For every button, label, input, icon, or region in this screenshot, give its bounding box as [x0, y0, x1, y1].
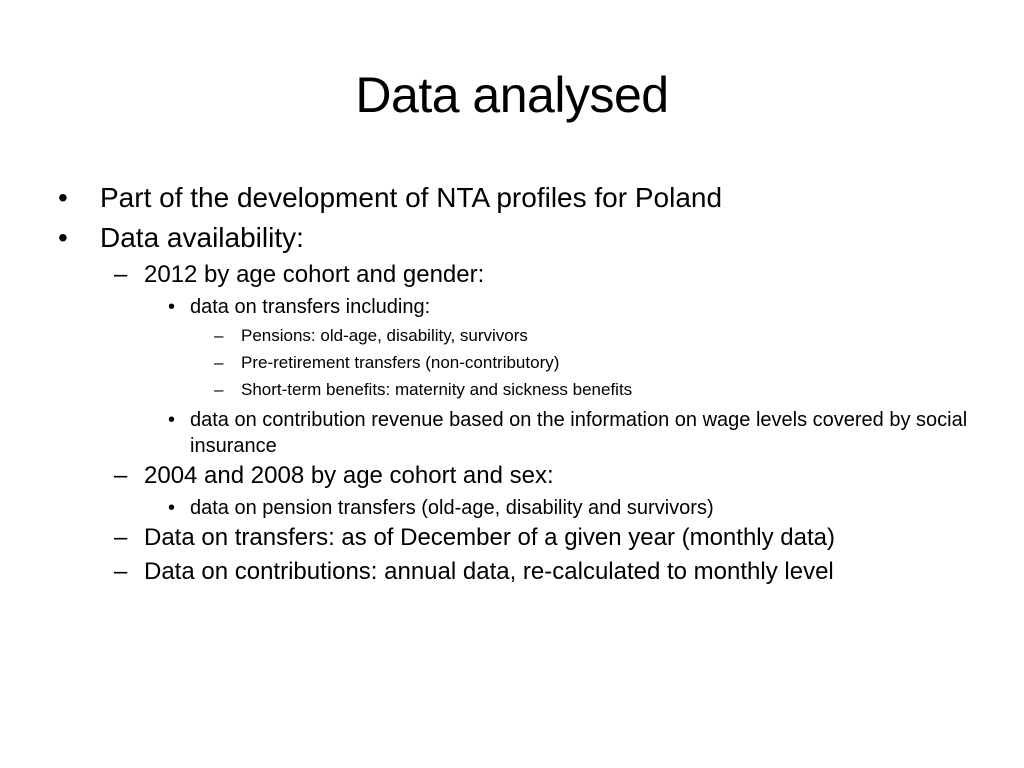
dash-text: Data on contributions: annual data, re-calculated to monthly level: [144, 558, 834, 585]
dash-marker: –: [214, 353, 224, 372]
dash-item: [214, 376, 978, 403]
bullet-text: Data availability:: [100, 222, 304, 253]
dash-item: [214, 349, 978, 376]
bullet-text: data on transfers including:: [190, 296, 431, 318]
bullet-marker: •: [168, 296, 176, 318]
dash-marker: –: [114, 462, 128, 489]
bullet-text: data on contribution revenue based on the information on wage levels covered by social insurance: [190, 409, 968, 457]
slide-body: [58, 180, 978, 591]
bullet-text: Part of the development of NTA profiles for Poland: [100, 182, 723, 213]
dash-text: 2012 by age cohort and gender:: [144, 261, 485, 288]
dash-text: Data on transfers: as of December of a given year (monthly data): [144, 524, 835, 551]
dash-text: 2004 and 2008 by age cohort and sex:: [144, 462, 554, 489]
dash-text: Pre-retirement transfers (non-contributory): [241, 353, 560, 372]
dash-text: Pensions: old-age, disability, survivors: [241, 326, 528, 345]
dash-text: Short-term benefits: maternity and sickness benefits: [241, 380, 633, 399]
bullet-item: [162, 407, 978, 459]
dash-marker: –: [114, 558, 128, 585]
bullet-item: [162, 495, 978, 521]
slide-title: Data analysed: [355, 67, 669, 123]
dash-item: [114, 260, 978, 290]
dash-item: [114, 557, 978, 587]
bullet-marker: •: [168, 497, 176, 519]
dash-item: [114, 461, 978, 491]
dash-marker: –: [114, 524, 128, 551]
bullet-item: [58, 180, 978, 216]
bullet-text: data on pension transfers (old-age, disability and survivors): [190, 497, 714, 519]
dash-marker: –: [114, 261, 128, 288]
dash-item: [114, 523, 978, 553]
bullet-item: [162, 294, 978, 320]
bullet-marker: •: [58, 182, 68, 213]
bullet-marker: •: [168, 409, 176, 431]
bullet-item: [58, 220, 978, 256]
dash-marker: –: [214, 380, 224, 399]
dash-item: [214, 322, 978, 349]
dash-marker: –: [214, 326, 224, 345]
bullet-marker: •: [58, 222, 68, 253]
